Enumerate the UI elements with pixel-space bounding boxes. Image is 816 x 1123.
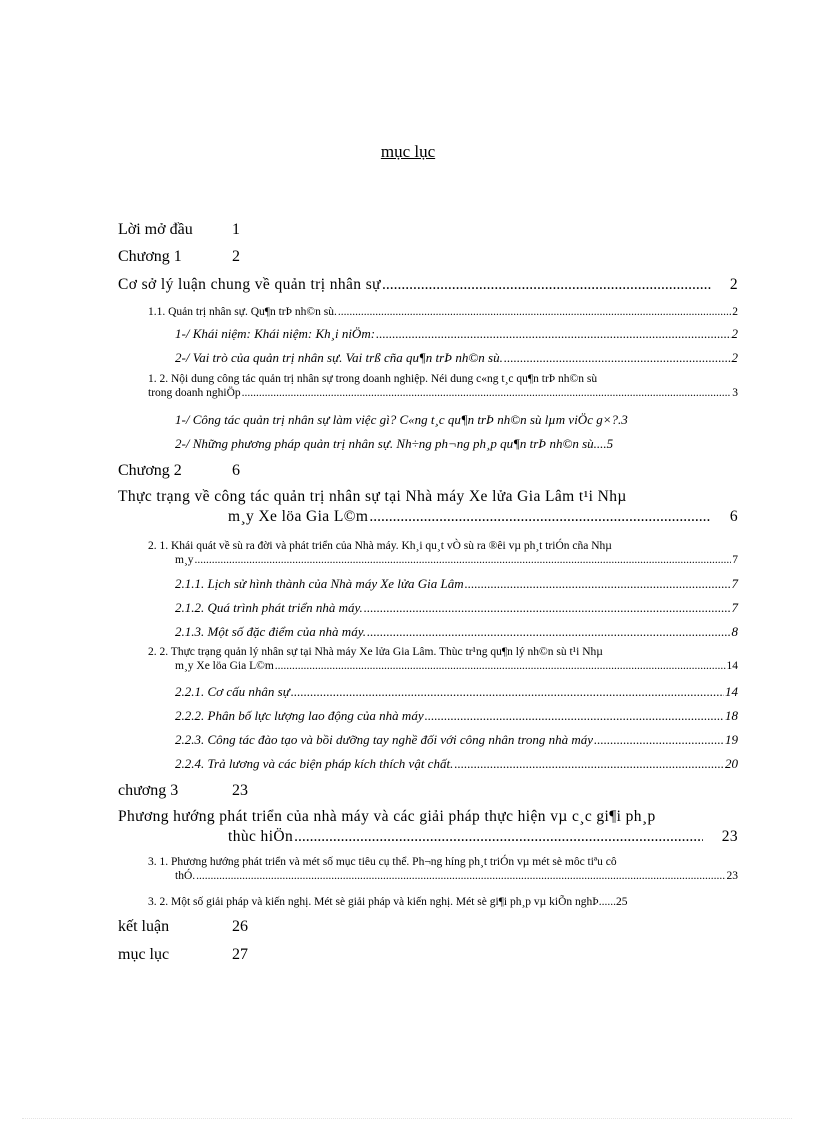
toc-page: 6	[232, 462, 240, 479]
toc-page: 2	[729, 276, 738, 293]
toc-leader	[291, 684, 724, 700]
toc-text: Phương hướng phát triển của nhà máy và các giải pháp thực hiện vµ c¸c gi¶i ph¸p	[118, 808, 656, 825]
toc-entry-1-2[interactable]	[148, 373, 738, 399]
toc-label: mục lục	[118, 946, 170, 963]
toc-leader	[367, 624, 730, 640]
toc-leader	[594, 732, 724, 748]
toc-page: 19	[725, 732, 738, 747]
toc-entry-2-2-3[interactable]	[175, 732, 738, 748]
toc-text: 2-/ Những phương pháp quản trị nhân sự. Nh÷ng ph¬ng ph¸p qu¶n trÞ nh©n sù	[175, 436, 594, 451]
toc-page: 6	[729, 508, 738, 525]
toc-text: 2.1.3. Một số đặc điểm của nhà máy.	[175, 624, 367, 639]
toc-leader	[454, 756, 724, 772]
toc-text: 2-/ Vai trò của quản trị nhân sự. Vai trß cña qu¶n trÞ nh©n sù.	[175, 350, 503, 365]
toc-label: chương 3	[118, 782, 179, 799]
toc-page: 7	[732, 554, 738, 566]
toc-entry-2-1-3[interactable]	[175, 624, 738, 640]
toc-text-cont: m¸y Xe löa Gia L©m	[228, 508, 369, 525]
toc-text: 1-/ Công tác quản trị nhân sự làm việc gì? C«ng t¸c qu¶n trÞ nh©n sù lµm viÖc g×?	[175, 412, 618, 427]
toc-page: 7	[731, 600, 738, 615]
toc-leader	[275, 660, 726, 672]
toc-entry-co-so-ly-luan[interactable]	[118, 276, 738, 294]
toc-text-cont: thÓ.	[175, 870, 196, 882]
toc-text: Thực trạng về công tác quản trị nhân sự tại Nhà máy Xe lửa Gia Lâm t¹i Nhµ	[118, 488, 627, 505]
toc-page: 3	[732, 387, 738, 399]
toc-page: 18	[725, 708, 738, 723]
toc-leader	[195, 554, 732, 566]
toc-page: 14	[726, 660, 738, 672]
toc-page: .3	[618, 412, 628, 427]
toc-entry-3-2[interactable]	[148, 896, 738, 908]
toc-label: Chương 1	[118, 248, 182, 265]
toc-page: 8	[731, 624, 738, 639]
toc-page: 23	[726, 870, 738, 882]
toc-page: 26	[232, 918, 248, 935]
toc-text-cont: thùc hiÖn	[228, 828, 294, 845]
toc-text: 2.2.4. Trả lương và các biện pháp kích thích vật chất.	[175, 756, 454, 771]
toc-text: 2.2.3. Công tác đào tạo và bồi dưỡng tay nghề đối với công nhân trong nhà máy	[175, 732, 594, 747]
toc-entry-2-1-1[interactable]	[175, 576, 738, 592]
toc-text: 2.1.2. Quá trình phát triển nhà máy.	[175, 600, 363, 615]
toc-text-cont: m¸y	[175, 554, 194, 566]
toc-entry-phuong-huong[interactable]	[118, 808, 738, 846]
toc-entry-3-1[interactable]	[148, 856, 738, 882]
toc-leader	[196, 870, 725, 882]
toc-entry-2-2-2[interactable]	[175, 708, 738, 724]
toc-leader	[376, 326, 730, 342]
toc-leader	[382, 276, 711, 294]
toc-leader	[364, 600, 731, 616]
toc-text-cont: m¸y Xe löa Gia L©m	[175, 660, 274, 672]
toc-text: Cơ sở lý luận chung về quản trị nhân sự	[118, 276, 381, 293]
toc-page: 23	[232, 782, 248, 799]
toc-entry-1-1[interactable]	[148, 306, 738, 318]
toc-label: kết luận	[118, 918, 170, 935]
toc-text: 2.2.2. Phân bố lực lượng lao động của nhà máy	[175, 708, 424, 723]
toc-entry-2-1-2[interactable]	[175, 600, 738, 616]
toc-text-cont: trong doanh nghiÖp	[148, 387, 241, 399]
page-title: mục lục	[380, 142, 436, 161]
toc-entry-2-2[interactable]	[148, 646, 738, 672]
toc-text: 1-/ Khái niệm: Khái niệm: Kh¸i niÖm:	[175, 326, 376, 341]
toc-leader	[338, 306, 731, 318]
toc-page: 7	[731, 576, 738, 591]
toc-leader	[504, 350, 731, 366]
toc-text: 2.2.1. Cơ cấu nhân sự	[175, 684, 290, 699]
toc-page: 2	[732, 306, 738, 318]
toc-page: ......25	[598, 896, 628, 908]
toc-entry-1-1-2[interactable]	[175, 350, 738, 366]
toc-text: 2. 1. Khái quát về sù ra đời và phát triển của Nhà máy. Kh¸i qu¸t vÒ sù ra ®êi vµ ph¸t triÓn cña Nhµ	[148, 540, 612, 552]
toc-text: 3. 2. Một số giải pháp và kiến nghị. Mét sè giải pháp và kiến nghị. Mét sè gi¶i ph¸p vµ kiÕn nghÞ	[148, 896, 599, 908]
toc-page: 2	[232, 248, 240, 265]
toc-page: 27	[232, 946, 248, 963]
toc-text: 1. 2. Nội dung công tác quản trị nhân sự trong doanh nghiệp. Néi dung c«ng t¸c qu¶n trÞ nh©n sù	[148, 373, 598, 385]
toc-page: 20	[725, 756, 738, 771]
toc-leader	[242, 387, 732, 399]
toc-leader	[425, 708, 724, 724]
toc-entry-2-2-1[interactable]	[175, 684, 738, 700]
toc-text: 3. 1. Phương hướng phát triển và mét số mục tiêu cụ thể. Ph¬ng híng ph¸t triÓn vµ mét sè môc tiªu cô	[148, 856, 617, 868]
toc-page: 2	[731, 326, 738, 341]
toc-entry-2-2-4[interactable]	[175, 756, 738, 772]
toc-leader	[369, 508, 710, 526]
page-bottom-divider	[22, 1118, 792, 1119]
toc-entry-1-1-1[interactable]	[175, 326, 738, 342]
toc-text: 2.1.1. Lịch sử hình thành của Nhà máy Xe lửa Gia Lâm	[175, 576, 464, 591]
toc-page: ....5	[593, 436, 614, 451]
toc-label: Chương 2	[118, 462, 182, 479]
toc-label: Lời mở đầu	[118, 221, 193, 238]
toc-page: 2	[731, 350, 738, 365]
toc-leader	[294, 828, 703, 846]
toc-page: 14	[725, 684, 738, 699]
toc-page: 23	[721, 828, 738, 845]
toc-page: 1	[232, 221, 240, 238]
toc-leader	[465, 576, 731, 592]
toc-text: 1.1. Quản trị nhân sự. Qu¶n trÞ nh©n sù.	[148, 306, 337, 318]
toc-entry-thuc-trang[interactable]	[118, 488, 738, 526]
toc-text: 2. 2. Thực trạng quản lý nhân sự tại Nhà máy Xe lửa Gia Lâm. Thùc tr¹ng qu¶n lý nh©n sù t¹i Nhµ	[148, 646, 603, 658]
toc-entry-1-2-1[interactable]	[175, 412, 738, 428]
toc-entry-1-2-2[interactable]	[175, 436, 738, 452]
toc-entry-2-1[interactable]	[148, 540, 738, 566]
